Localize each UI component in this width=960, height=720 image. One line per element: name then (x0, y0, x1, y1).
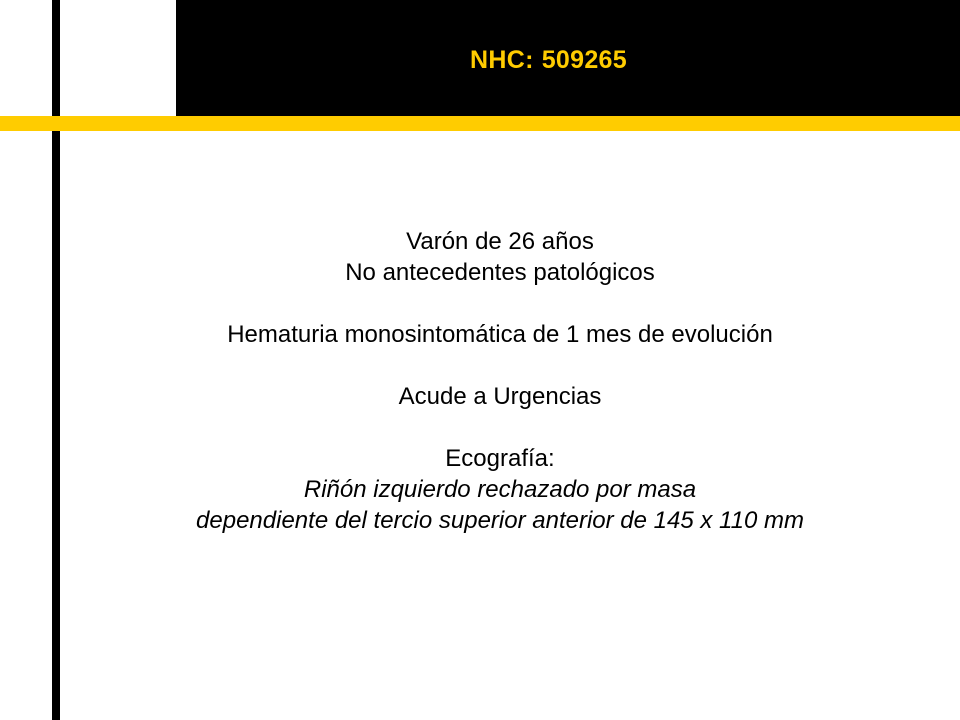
visit-line: Acude a Urgencias (398, 383, 602, 410)
slide-body (60, 226, 940, 536)
nhc-label: NHC: (470, 46, 534, 74)
ultrasound-finding-line-2: dependiente del tercio superior anterior de 145 x 110 mm (196, 507, 804, 534)
left-vertical-bar (52, 0, 60, 720)
symptom-line: Hematuria monosintomática de 1 mes de evolución (227, 321, 773, 348)
ultrasound-finding-line-1: Riñón izquierdo rechazado por masa (303, 476, 697, 503)
spacer (60, 412, 940, 443)
history-line: No antecedentes patológicos (345, 259, 655, 286)
nhc-value: 509265 (541, 46, 627, 74)
spacer (60, 350, 940, 381)
yellow-divider (0, 116, 960, 131)
patient-line: Varón de 26 años (406, 228, 594, 255)
header-title (470, 45, 730, 75)
spacer (60, 288, 940, 319)
ultrasound-heading: Ecografía: (445, 445, 555, 472)
